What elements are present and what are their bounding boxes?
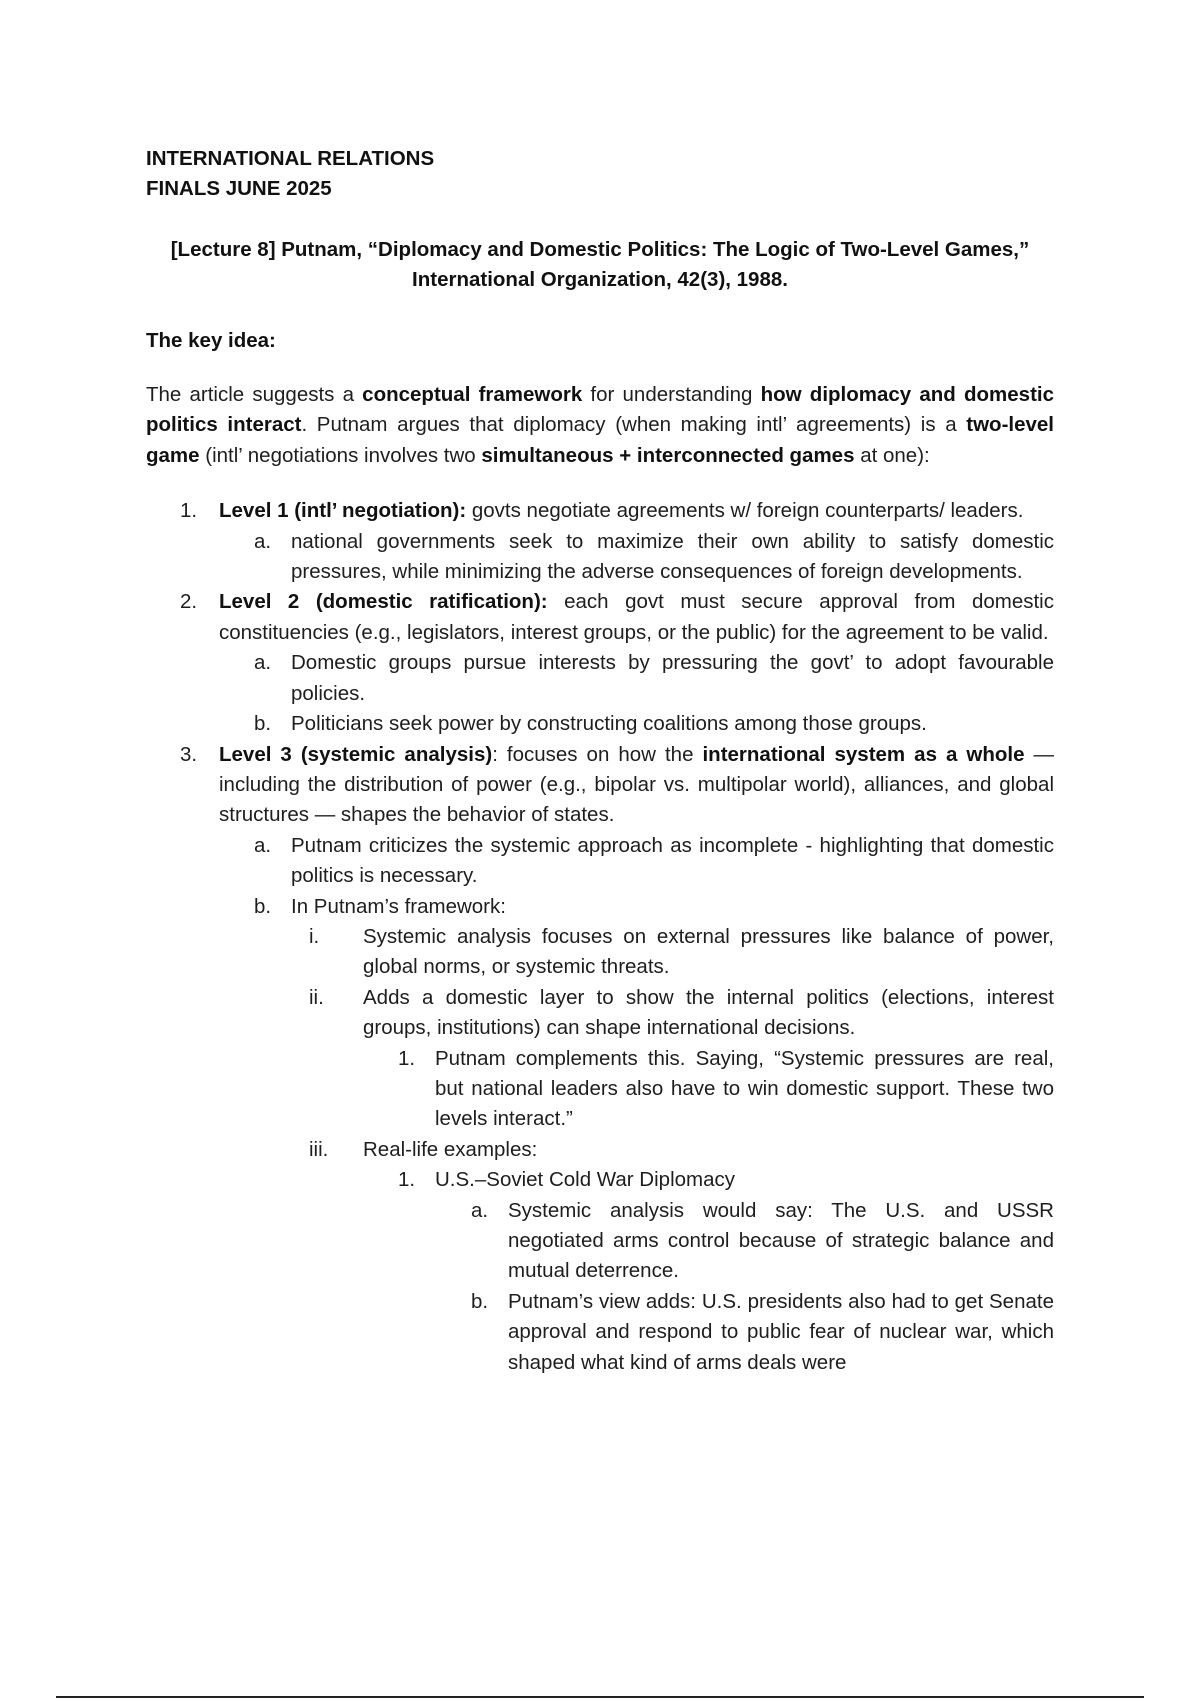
item-text: U.S.–Soviet Cold War Diplomacy xyxy=(435,1168,736,1192)
item-text: In Putnam’s framework: xyxy=(291,894,506,918)
list-marker: 1. xyxy=(398,1168,416,1192)
item-text: govts negotiate agreements w/ foreign counterparts/ leaders. xyxy=(466,499,1024,523)
list-marker: 1. xyxy=(398,1046,416,1070)
list-item-level-3 xyxy=(146,740,1054,831)
exam-subtitle: FINALS JUNE 2025 xyxy=(146,177,332,201)
item-text: Putnam complements this. Saying, “Systemic pressures are real, but national leaders also have to win domestic support. These two levels interact.” xyxy=(435,1046,1054,1131)
list-marker: a. xyxy=(254,651,272,675)
intro-text: for understanding xyxy=(582,383,761,407)
lecture-title: [Lecture 8] Putnam, “Diplomacy and Domestic Politics: The Logic of Two-Level Games,” International Organization, 42(3), 1988. xyxy=(170,237,1030,292)
list-item-level-3-b-iii xyxy=(146,1135,1054,1165)
list-item-level-2 xyxy=(146,587,1054,648)
intro-bold: conceptual framework xyxy=(362,383,583,407)
list-marker: iii. xyxy=(309,1137,329,1161)
item-text: Systemic analysis would say: The U.S. and USSR negotiated arms control because of strategic balance and mutual deterrence. xyxy=(508,1198,1054,1283)
list-item-level-2-b xyxy=(146,709,1054,739)
intro-text: (intl’ negotiations involves two xyxy=(199,443,482,467)
item-text: Putnam criticizes the systemic approach as incomplete - highlighting that domestic politics is necessary. xyxy=(291,833,1054,888)
list-item-level-3-b-iii-1-b xyxy=(146,1287,1054,1378)
list-item-level-3-b-i xyxy=(146,922,1054,983)
list-marker: i. xyxy=(309,924,320,948)
list-item-level-3-b-ii xyxy=(146,983,1054,1044)
item-text: Putnam’s view adds: U.S. presidents also had to get Senate approval and respond to public fear of nuclear war, which shaped what kind of arms deals were xyxy=(508,1289,1054,1374)
intro-bold: two-level game xyxy=(146,413,1054,467)
item-text: Real-life examples: xyxy=(363,1137,538,1161)
levels-list xyxy=(146,496,1054,1378)
list-item-level-1 xyxy=(146,496,1054,526)
intro-text: at one): xyxy=(854,443,930,467)
list-item-level-3-b-iii-1 xyxy=(146,1165,1054,1195)
list-marker: 1. xyxy=(180,499,198,523)
item-text: Systemic analysis focuses on external pressures like balance of power, global norms, or systemic threats. xyxy=(363,924,1054,979)
list-marker: b. xyxy=(254,712,272,736)
list-marker: a. xyxy=(254,529,272,553)
list-item-level-3-b-ii-1 xyxy=(146,1044,1054,1135)
list-item-level-3-b-iii-1-a xyxy=(146,1196,1054,1287)
item-text: national governments seek to maximize their own ability to satisfy domestic pressures, while minimizing the adverse consequences of foreign developments. xyxy=(291,529,1054,584)
item-heading: Level 3 (systemic analysis) xyxy=(219,742,493,766)
document-page xyxy=(146,144,1054,1378)
list-item-level-1-a xyxy=(146,527,1054,588)
list-marker: ii. xyxy=(309,985,324,1009)
item-text: — including the distribution of power (e.g., bipolar vs. multipolar world), alliances, and global structures — shapes the behavior of states. xyxy=(219,742,1054,827)
item-text: Adds a domestic layer to show the internal politics (elections, interest groups, institutions) can shape international decisions. xyxy=(363,985,1054,1040)
item-text: Politicians seek power by constructing coalitions among those groups. xyxy=(291,712,927,736)
item-bold: international system as a whole xyxy=(702,742,1025,766)
item-heading: Level 2 (domestic ratification): xyxy=(219,590,548,614)
item-text: Domestic groups pursue interests by pressuring the govt’ to adopt favourable policies. xyxy=(291,651,1054,705)
course-title: INTERNATIONAL RELATIONS xyxy=(146,147,435,170)
intro-bold: simultaneous + interconnected games xyxy=(481,443,855,467)
list-marker: 2. xyxy=(180,590,198,614)
list-marker: b. xyxy=(471,1289,489,1313)
intro-bold: how diplomacy and domestic politics interact xyxy=(146,383,1054,437)
intro-paragraph xyxy=(146,380,1054,471)
page-bottom-divider xyxy=(56,1696,1144,1698)
list-marker: a. xyxy=(254,833,272,857)
item-text: : focuses on how the xyxy=(492,742,703,766)
key-idea-heading: The key idea: xyxy=(146,328,276,352)
list-item-level-2-a xyxy=(146,648,1054,709)
intro-text: . Putnam argues that diplomacy (when making intl’ agreements) is a xyxy=(301,413,967,437)
list-marker: b. xyxy=(254,894,272,918)
list-item-level-3-b xyxy=(146,892,1054,922)
item-text: each govt must secure approval from domestic constituencies (e.g., legislators, interest groups, or the public) for the agreement to be valid. xyxy=(219,590,1054,644)
course-header xyxy=(146,144,1054,205)
list-marker: a. xyxy=(471,1198,489,1222)
item-heading: Level 1 (intl’ negotiation): xyxy=(219,499,467,523)
list-marker: 3. xyxy=(180,742,198,766)
list-item-level-3-a xyxy=(146,831,1054,892)
intro-text: The article suggests a xyxy=(146,383,363,407)
